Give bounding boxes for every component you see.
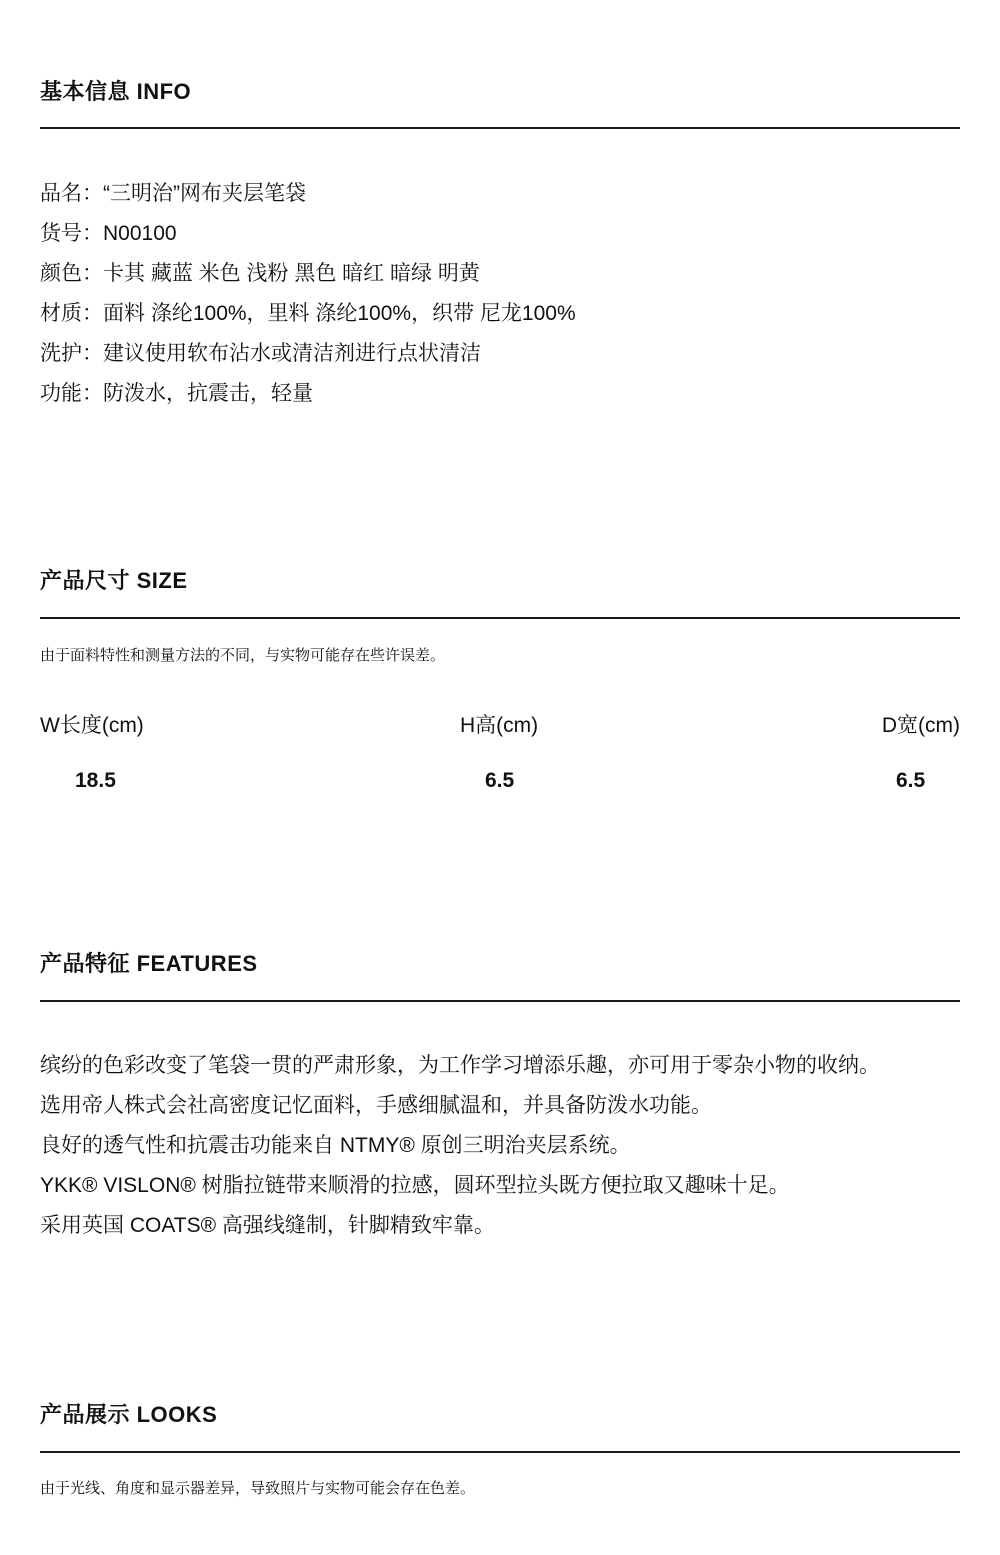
feature-item: 选用帝人株式会社高密度记忆面料，手感细腻温和，并具备防泼水功能。 [40,1094,712,1117]
feature-item: 缤纷的色彩改变了笔袋一贯的严肃形象，为工作学习增添乐趣，亦可用于零杂小物的收纳。 [40,1054,880,1077]
features-divider [40,1000,960,1002]
size-value-height: 6.5 [485,769,515,792]
info-name: 品名：“三明治”网布夹层笔袋 [40,182,306,205]
info-material: 材质：面料 涤纶100%，里料 涤纶100%，织带 尼龙100% [40,302,576,325]
size-section [40,566,960,806]
features-section [40,949,960,1249]
size-header-length: W长度(cm) [40,714,144,737]
info-care: 洗护：建议使用软布沾水或清洁剂进行点状清洁 [40,342,481,365]
feature-item: YKK® VISLON® 树脂拉链带来顺滑的拉感，圆环型拉头既方便拉取又趣味十足。 [40,1174,790,1197]
feature-item: 良好的透气性和抗震击功能来自 NTMY® 原创三明治夹层系统。 [40,1134,631,1157]
looks-note: 由于光线、角度和显示器差异，导致照片与实物可能会存在色差。 [40,1480,476,1497]
info-colors: 颜色：卡其 藏蓝 米色 浅粉 黑色 暗红 暗绿 明黄 [40,262,480,285]
looks-divider [40,1451,960,1453]
info-sku: 货号：N00100 [40,222,177,245]
size-title: 产品尺寸 SIZE [40,568,188,593]
looks-section [40,1400,960,1510]
size-value-width: 6.5 [896,769,926,792]
looks-title: 产品展示 LOOKS [40,1402,218,1427]
size-value-length: 18.5 [75,769,116,792]
size-table [40,712,960,812]
features-title: 产品特征 FEATURES [40,951,258,976]
feature-item: 采用英国 COATS® 高强线缝制，针脚精致牢靠。 [40,1214,495,1237]
size-header-height: H高(cm) [460,714,539,737]
info-title: 基本信息 INFO [40,79,192,104]
info-section [40,77,960,417]
size-divider [40,617,960,619]
size-note: 由于面料特性和测量方法的不同，与实物可能存在些许误差。 [40,647,446,664]
info-function: 功能：防泼水，抗震击，轻量 [40,382,313,405]
info-list [40,174,576,414]
size-header-width: D宽(cm) [881,714,960,737]
features-list [40,1046,880,1246]
info-divider [40,127,960,129]
